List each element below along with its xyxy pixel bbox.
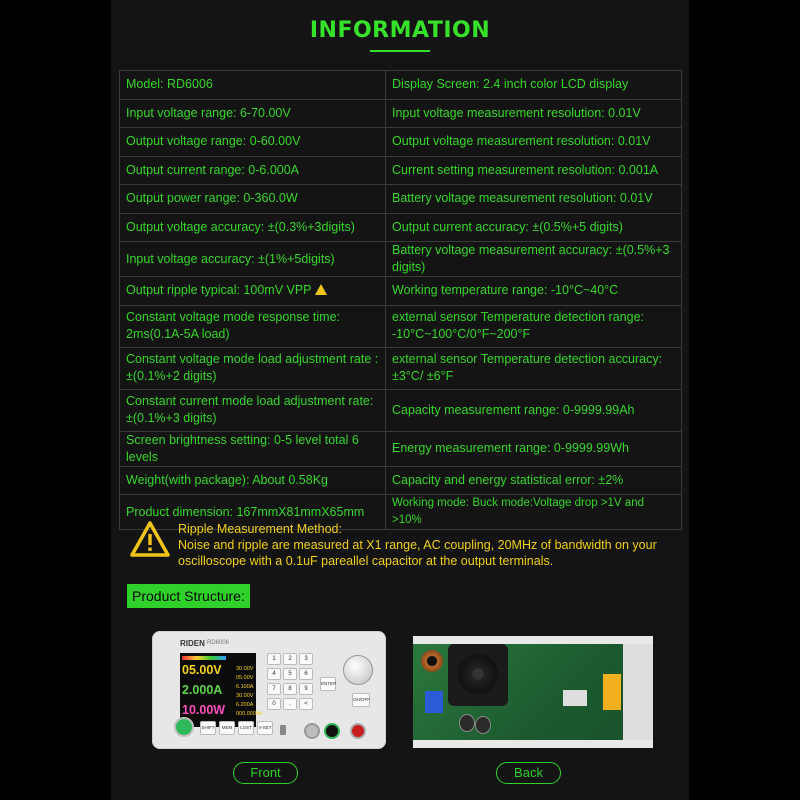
usb-port [280,725,286,735]
spec-cell-right [386,466,682,495]
spec-table [119,70,682,530]
reading-current: 2.000A [182,683,223,697]
enter-button[interactable]: ENTER [320,677,336,691]
spec-cell-left [120,185,386,214]
reading-power: 10.00W [182,703,226,717]
fan-blades-icon [458,654,498,694]
spec-row [120,71,682,100]
spec-text: Input voltage measurement resolution: 0.01V [392,105,641,120]
spec-cell-left [120,389,386,431]
spec-text: external sensor Temperature detection accuracy: ±3°C/ ±6°F [392,352,663,383]
spec-text: Display Screen: 2.4 inch color LCD display [392,77,629,92]
side-reading: 6.200A [236,702,254,708]
spec-cell-left [120,213,386,242]
side-reading: 000.000Ah [236,711,263,717]
spec-text: Output power range: 0-360.0W [126,191,298,206]
device-brand: RIDEN [180,639,205,648]
rotary-knob[interactable] [343,655,373,685]
spec-cell-left [120,466,386,495]
spec-cell-left [120,277,386,306]
spec-cell-right [386,431,682,466]
spec-cell-right [386,305,682,347]
spec-text: Output ripple typical: 100mV VPP [126,283,312,298]
spec-cell-right [386,156,682,185]
terminal-negative [324,723,340,739]
reading-voltage: 05.00V [182,663,222,677]
case-top [413,636,653,644]
side-reading: 6.100A [236,684,254,690]
keypad-key[interactable]: 4 [267,668,281,680]
spec-row [120,242,682,277]
terminal-aux [304,723,320,739]
title-underline [370,50,430,52]
on-off-button[interactable]: ON/OFF [352,693,370,707]
spec-cell-right [386,213,682,242]
keypad-key[interactable]: 7 [267,683,281,695]
spec-row [120,466,682,495]
connector [603,674,621,710]
keypad-key[interactable]: 5 [283,668,297,680]
spec-text: Model: RD6006 [126,77,213,92]
case-bottom [413,740,653,748]
device-model: RD6006 [207,640,230,646]
spec-text: Battery voltage measurement resolution: 0.01V [392,191,653,206]
spec-cell-left [120,99,386,128]
spec-text: Constant voltage mode load adjustment rate : ±(0.1%+2 digits) [126,352,379,383]
spec-cell-right [386,99,682,128]
chip [563,690,587,706]
inductor [421,650,443,672]
spec-row [120,347,682,389]
case-side [623,644,653,740]
front-device-image [152,631,386,749]
page-title: INFORMATION [309,18,491,43]
spec-row [120,185,682,214]
mem-button[interactable]: MEM [219,721,235,735]
warning-icon [130,520,170,558]
lost-button[interactable]: LOST [238,721,254,735]
spec-row [120,305,682,347]
spec-row [120,99,682,128]
keypad-key[interactable]: < [299,698,313,710]
spec-cell-left [120,347,386,389]
spec-text: external sensor Temperature detection range: -10°C~100°C/0°F~200°F [392,310,645,341]
ripple-note-title: Ripple Measurement Method: [178,522,342,536]
ripple-note [178,521,683,569]
side-reading: 30.00V [236,666,254,672]
cooling-fan [448,644,508,706]
spec-cell-left [120,71,386,100]
keypad-key[interactable]: . [283,698,297,710]
spec-text: Screen brightness setting: 0-5 level total 6 levels [126,432,359,464]
keypad-key[interactable]: 8 [283,683,297,695]
spec-text: Working mode: Buck mode:Voltage drop >1V and >10% [392,497,644,526]
spec-text: Battery voltage measurement accuracy: ±(0.5%+3 digits) [392,243,670,274]
spec-cell-right [386,347,682,389]
front-button[interactable]: Front [233,762,298,784]
spec-text: Output voltage range: 0-60.00V [126,134,301,149]
spec-text: Output voltage accuracy: ±(0.3%+3digits) [126,219,355,234]
keypad-key[interactable]: 0 [267,698,281,710]
spec-text: Working temperature range: -10°C~40°C [392,283,619,298]
back-button[interactable]: Back [496,762,561,784]
spec-text: Output voltage measurement resolution: 0.01V [392,134,651,149]
spec-row [120,389,682,431]
screen-status-bar [182,656,226,660]
spec-cell-right [386,128,682,157]
relay [425,691,443,713]
spec-row [120,213,682,242]
capacitor [459,714,475,732]
ripple-note-body: Noise and ripple are measured at X1 range, AC coupling, 20MHz of bandwidth on your oscilloscope with a 0.1uF pareallel capacitor at the output terminals. [178,538,657,568]
spec-text: Output current range: 0-6.000A [126,162,300,177]
capacitor [475,716,491,734]
vset-button[interactable]: V-SET [257,721,273,735]
spec-cell-right [386,389,682,431]
spec-cell-right [386,71,682,100]
spec-text: Weight(with package): About 0.58Kg [126,472,328,487]
device-screen [180,653,263,727]
side-reading: 30.00V [236,693,254,699]
warning-icon [315,284,327,295]
spec-row [120,277,682,306]
spec-row [120,128,682,157]
spec-text: Product dimension: 167mmX81mmX65mm [126,504,365,519]
spec-cell-right [386,185,682,214]
back-device-image [413,636,653,748]
keypad-key[interactable]: 3 [299,653,313,665]
spec-row [120,431,682,466]
spec-cell-left [120,128,386,157]
shift-button[interactable]: SHIFT [200,721,216,735]
spec-cell-left [120,242,386,277]
spec-text: Capacity measurement range: 0-9999.99Ah [392,402,635,417]
spec-cell-right [386,277,682,306]
spec-text: Constant current mode load adjustment rate: ±(0.1%+3 digits) [126,394,374,425]
terminal-positive [350,723,366,739]
keypad-key[interactable]: 2 [283,653,297,665]
spec-text: Input voltage accuracy: ±(1%+5digits) [126,251,335,266]
keypad-key[interactable]: 1 [267,653,281,665]
spec-text: Energy measurement range: 0-9999.99Wh [392,441,629,455]
spec-text: Capacity and energy statistical error: ±2% [392,472,624,487]
power-button[interactable] [174,717,194,737]
keypad-key[interactable]: 6 [299,668,313,680]
spec-cell-right [386,242,682,277]
spec-text: Input voltage range: 6-70.00V [126,105,291,120]
side-reading: 05.00V [236,675,254,681]
spec-cell-left [120,156,386,185]
spec-text: Constant voltage mode response time: 2ms(0.1A-5A load) [126,310,341,341]
spec-text: Output current accuracy: ±(0.5%+5 digits) [392,219,623,234]
spec-cell-left [120,431,386,466]
spec-text: Current setting measurement resolution: 0.001A [392,162,659,177]
spec-row [120,156,682,185]
side-readings [236,665,263,719]
product-structure-label: Product Structure: [127,584,250,608]
spec-cell-left [120,305,386,347]
keypad-key[interactable]: 9 [299,683,313,695]
